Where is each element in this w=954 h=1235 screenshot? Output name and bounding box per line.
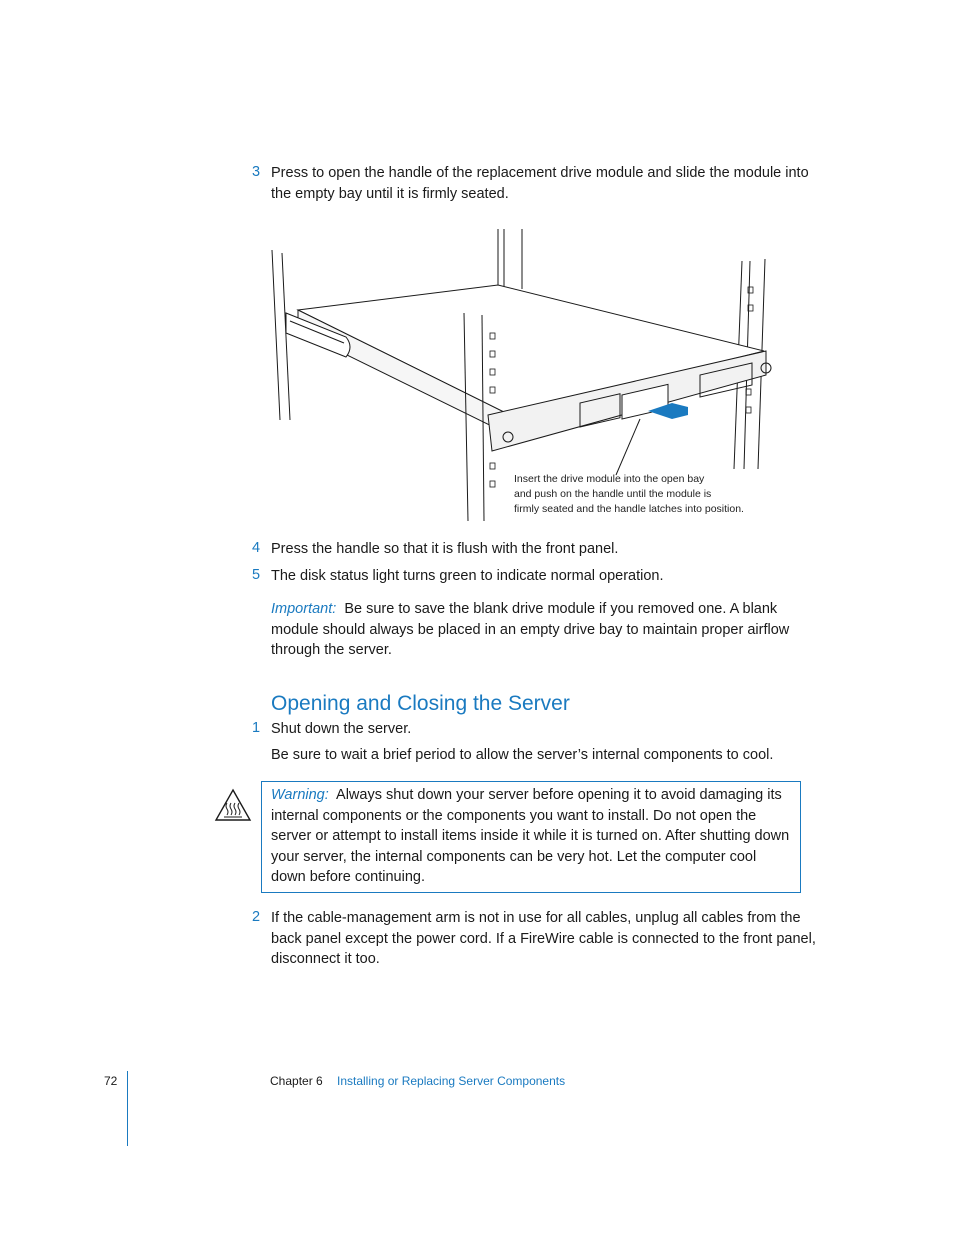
caption-line: firmly seated and the handle latches into position. — [514, 503, 744, 515]
hot-surface-icon — [214, 788, 252, 822]
warning-note — [271, 785, 791, 888]
step-3-number: 3 — [252, 164, 261, 180]
important-note — [271, 599, 816, 661]
step-2-number: 2 — [252, 909, 261, 925]
cool-down-note: Be sure to wait a brief period to allow the server’s internal components to cool. — [271, 747, 774, 763]
figure-caption — [514, 472, 774, 517]
important-text: Be sure to save the blank drive module if you removed one. A blank module should always be placed in an empty drive bay to maintain proper airflow through the server. — [271, 601, 790, 658]
step-5-number: 5 — [252, 567, 261, 583]
step-1-number: 1 — [252, 720, 261, 736]
step-4-number: 4 — [252, 540, 261, 556]
step-5-text: The disk status light turns green to indicate normal operation. — [271, 568, 664, 584]
caption-line: Insert the drive module into the open bay — [514, 473, 705, 485]
step-2-text: If the cable-management arm is not in use for all cables, unplug all cables from the back panel except the power cord. If a FireWire cable is connected to the front panel, disconnect it too. — [271, 910, 816, 967]
important-label: Important: — [271, 601, 337, 617]
step-1-text: Shut down the server. — [271, 721, 412, 737]
chapter-title: Installing or Replacing Server Components — [337, 1074, 566, 1088]
step-3-text: Press to open the handle of the replacement drive module and slide the module into the empty bay until it is firmly seated. — [271, 165, 809, 202]
page-number: 72 — [104, 1074, 118, 1088]
footer-divider — [127, 1071, 128, 1146]
caption-line: and push on the handle until the module is — [514, 488, 712, 500]
step-4-text: Press the handle so that it is flush with the front panel. — [271, 541, 619, 557]
chapter-label: Chapter 6 — [270, 1074, 323, 1088]
section-title: Opening and Closing the Server — [271, 692, 570, 715]
warning-text: Always shut down your server before opening it to avoid damaging its internal components or the components you want to install. Do not open the server or attempt to install items inside it while it is turned on. After shutting down your server, the internal components can be very hot. Let the computer cool down before continuing. — [271, 787, 790, 885]
warning-label: Warning: — [271, 787, 329, 803]
